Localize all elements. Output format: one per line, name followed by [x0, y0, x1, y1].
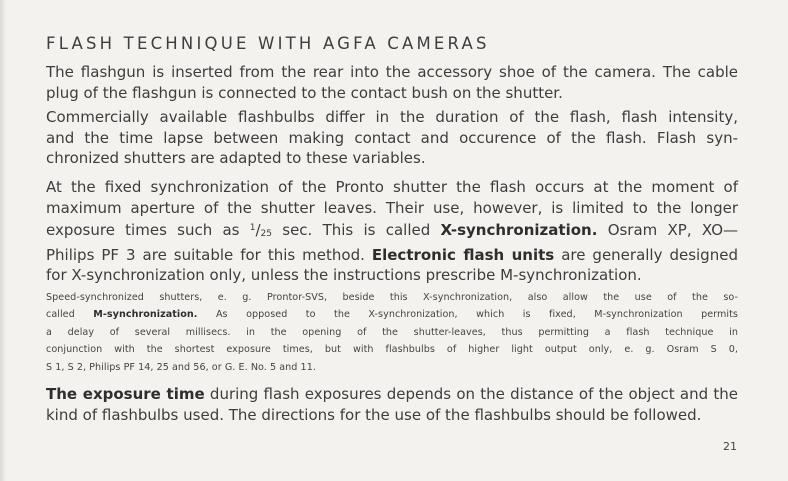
- text-line: [46, 384, 738, 405]
- fraction-numerator: 1: [249, 223, 256, 233]
- text-line: maximum aperture of the shutter leaves. Their use, however, is limited to the longer: [46, 198, 738, 217]
- paragraph-flashbulbs: [46, 107, 738, 169]
- text-line: conjunction with the shortest exposure times, but with flashbulbs of higher light output only, e. g. Osram S 0,: [46, 344, 738, 356]
- paragraph-m-synchronization-note: [46, 289, 738, 376]
- paragraph-x-synchronization: [46, 177, 738, 286]
- page-heading: FLASH TECHNIQUE WITH AGFA CAMERAS: [46, 34, 490, 53]
- text-fragment: As opposed to the X-synchronization, which is fixed, M-synchronization permits: [215, 309, 738, 321]
- text-line: The flashgun is inserted from the rear into the accessory shoe of the camera. The cable: [46, 63, 738, 81]
- text-fragment: Philips PF 3 are suitable for this method.: [46, 245, 365, 264]
- paragraph-flashgun: [46, 62, 738, 103]
- text-line: and the time lapse between making contact and occurence of the flash. Flash syn-: [46, 128, 738, 147]
- fraction-denominator: 25: [260, 229, 272, 239]
- text-fragment: exposure times such as: [46, 221, 240, 239]
- text-line: S 1, S 2, Philips PF 14, 25 and 56, or G. E. No. 5 and 11.: [46, 361, 316, 373]
- text-line: kind of flashbulbs used. The directions for the use of the flashbulbs should be followed.: [46, 405, 702, 424]
- text-fragment: during flash exposures depends on the distance of the object and the: [209, 385, 738, 403]
- paragraph-exposure-time: [46, 384, 738, 425]
- text-line: Commercially available flashbulbs differ in the duration of the flash, flash intensity,: [46, 108, 738, 126]
- text-line: chronized shutters are adapted to these variables.: [46, 149, 426, 167]
- term-m-synchronization: M-synchronization.: [93, 309, 198, 321]
- text-fragment: sec. This is called: [282, 221, 431, 239]
- text-line: plug of the flashgun is connected to the contact bush on the shutter.: [46, 83, 563, 102]
- text-fragment: called: [46, 309, 75, 321]
- text-fragment: are generally designed: [561, 245, 738, 264]
- page-number: 21: [723, 440, 737, 453]
- fraction-one-twentyfifth: $^1/_{25}$: [249, 221, 272, 239]
- term-electronic-flash-units: Electronic flash units: [371, 245, 555, 264]
- text-line: Speed-synchronized shutters, e. g. Prontor-SVS, beside this X-synchronization, also allow the use of the so-: [46, 292, 738, 303]
- term-exposure-time: The exposure time: [46, 385, 205, 403]
- text-line: a delay of several millisecs. in the opening of the shutter-leaves, thus permitting a flash technique in: [46, 326, 738, 338]
- text-line: [46, 245, 738, 266]
- text-line: [46, 218, 738, 245]
- text-fragment: Osram XP, XO—: [607, 221, 738, 239]
- text-line: [46, 306, 738, 323]
- term-x-synchronization: X-synchronization.: [440, 221, 598, 239]
- text-line: At the fixed synchronization of the Pronto shutter the flash occurs at the moment of: [46, 178, 738, 196]
- text-line: for X-synchronization only, unless the instructions prescribe M-synchronization.: [46, 266, 642, 284]
